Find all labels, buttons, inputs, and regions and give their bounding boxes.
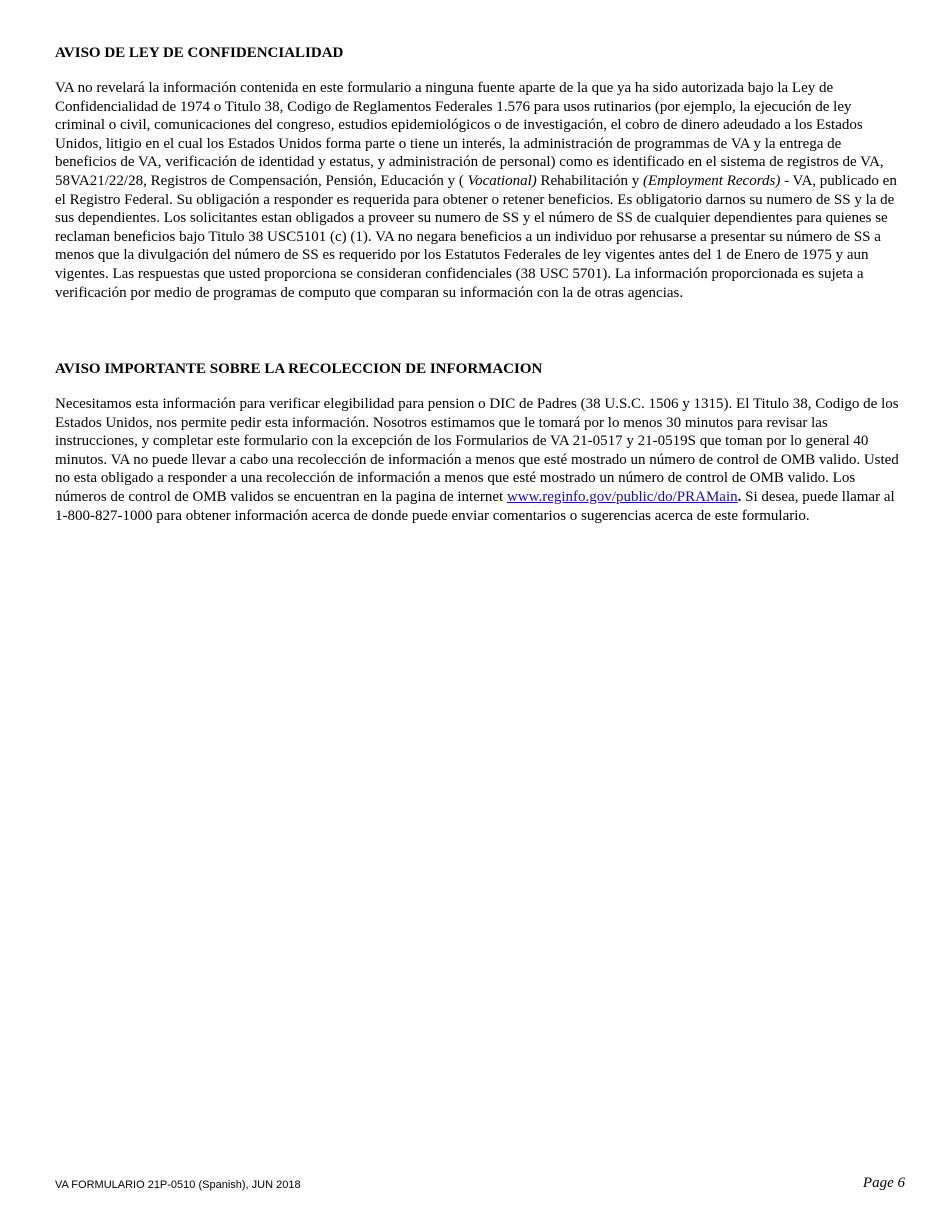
information-collection-section	[55, 360, 905, 525]
privacy-text-part-2: Rehabilitación y	[536, 172, 643, 189]
privacy-act-paragraph	[55, 79, 905, 302]
privacy-act-section	[55, 44, 905, 302]
collection-text-part-2: Si desea, puede llamar al 1-800-827-1000 para obtener información acerca de donde puede enviar comentarios o sugerencias acerca de este formulario.	[55, 488, 895, 524]
collection-text-part-1: Necesitamos esta información para verificar elegibilidad para pension o DIC de Padres (38 U.S.C. 1506 y 1315). El Titulo 38, Codigo de los Estados Unidos, nos permite pedir esta información. Nosotros estimamos que le tomará por lo menos 30 minutos para revisar las instrucciones, y completar este formulario con la excepción de los Formularios de VA 21-0517 y 21-0519S que toman por lo general 40 minutos. VA no puede llevar a cabo una recolección de información a menos que esté mostrado un número de control de OMB valido. Usted no esta obligado a responder a una recolección de información a menos que esté mostrado un número de control de OMB valido. Los números de control de OMB validos se encuentran en la pagina de internet	[55, 396, 899, 505]
privacy-text-part-1: VA no revelará la información contenida en este formulario a ninguna fuente aparte de la que ya ha sido autorizada bajo la Ley de Confidencialidad de 1974 o Titulo 38, Codigo de Reglamentos Federales 1.576 para usos rutinarios (por ejemplo, la ejecución de ley criminal o civil, comunicaciones del congreso, estudios epidemiológicos o de investigación, el cobro de dinero adeudado a los Estados Unidos, litigio en el cual los Estados Unidos forma parte o tiene un interés, la administración de programmas de VA y la entrega de beneficios de VA, verificación de identidad y estatus, y administración de personal) como es identificado en el sistema de registros de VA, 58VA21/22/28, Registros de Compensación, Pensión, Educación y (	[55, 80, 884, 189]
privacy-italic-vocational: Vocational)	[467, 172, 537, 189]
information-collection-paragraph	[55, 395, 905, 525]
information-collection-heading: AVISO IMPORTANTE SOBRE LA RECOLECCION DE INFORMACION	[55, 361, 543, 377]
privacy-italic-employment: (Employment Records)	[643, 172, 781, 189]
pra-main-link[interactable]: www.reginfo.gov/public/do/PRAMain	[506, 488, 738, 505]
privacy-text-part-3: - VA, publicado en el Registro Federal. Su obligación a responder es requerida para obtener o retener beneficios. Es obligatorio darnos su numero de SS y la de sus dependientes. Los solicitantes estan obligados a proveer su numero de SS y el número de SS de cualquier dependientes para quienes se reclaman beneficios bajo Titulo 38 USC5101 (c) (1). VA no negara beneficios a un individuo por rehusarse a presentar su número de SS a menos que la divulgación del número de SS es requerido por los Estatutos Federales de ley vigentes antes del 1 de Enero de 1975 y aun vigentes. Las respuestas que usted proporciona se consideran confidenciales (38 USC 5701). La información proporcionada es sujeta a verificación por medio de programas de computo que comparan su información con la de otras agencias.	[55, 172, 897, 301]
privacy-act-heading: AVISO DE LEY DE CONFIDENCIALIDAD	[55, 45, 344, 61]
footer-page-number: Page 6	[862, 1175, 905, 1191]
link-trailing-period: .	[737, 488, 742, 505]
footer-form-id: VA FORMULARIO 21P-0510 (Spanish), JUN 2018	[55, 1179, 301, 1191]
